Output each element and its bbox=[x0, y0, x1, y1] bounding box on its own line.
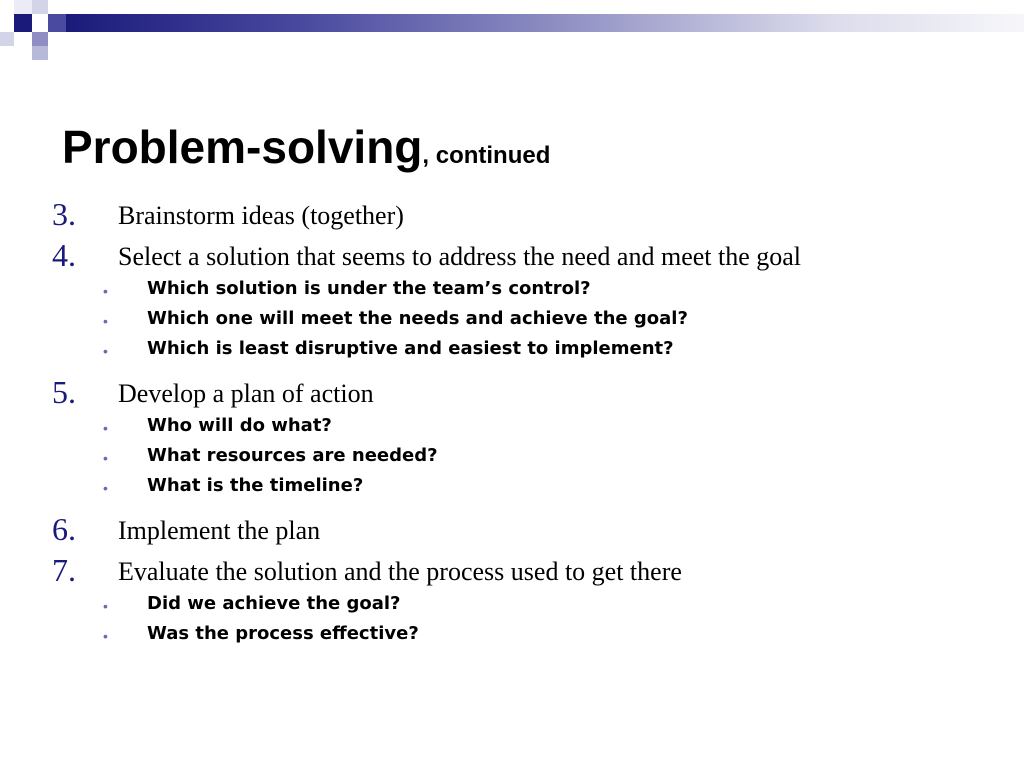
step-text: Develop a plan of action bbox=[118, 379, 374, 408]
bullet-dot-icon: • bbox=[103, 628, 108, 644]
decor-square bbox=[32, 0, 48, 14]
slide-title-sub: , continued bbox=[422, 142, 551, 169]
step-number: 5. bbox=[52, 374, 76, 410]
sub-bullet bbox=[0, 308, 1024, 338]
sub-bullet-text: Which is least disruptive and easiest to implement? bbox=[147, 338, 674, 359]
sub-bullet bbox=[0, 445, 1024, 475]
decor-square bbox=[32, 46, 48, 60]
sub-bullet bbox=[0, 415, 1024, 445]
numbered-step bbox=[0, 374, 1024, 415]
sub-bullet bbox=[0, 593, 1024, 623]
sub-bullet-text: Which solution is under the team’s control? bbox=[147, 278, 591, 299]
decor-square bbox=[14, 14, 32, 32]
sub-bullet-text: Who will do what? bbox=[147, 415, 332, 436]
sub-bullet bbox=[0, 623, 1024, 653]
step-text: Evaluate the solution and the process used to get there bbox=[118, 557, 682, 586]
slide-body bbox=[0, 196, 1024, 659]
step-number: 7. bbox=[52, 552, 76, 588]
bullet-dot-icon: • bbox=[103, 313, 108, 329]
bullet-dot-icon: • bbox=[103, 480, 108, 496]
sub-bullet-text: What resources are needed? bbox=[147, 445, 438, 466]
decor-square bbox=[48, 14, 66, 32]
sub-bullet-text: Which one will meet the needs and achieve the goal? bbox=[147, 308, 688, 329]
sub-bullet-text: Was the process effective? bbox=[147, 623, 419, 644]
numbered-step bbox=[0, 237, 1024, 278]
sub-bullet bbox=[0, 475, 1024, 505]
slide-title bbox=[62, 120, 550, 174]
bullet-dot-icon: • bbox=[103, 283, 108, 299]
sub-bullet bbox=[0, 338, 1024, 368]
sub-bullet bbox=[0, 278, 1024, 308]
bullet-dot-icon: • bbox=[103, 420, 108, 436]
decor-square bbox=[14, 0, 32, 14]
step-number: 6. bbox=[52, 511, 76, 547]
step-number: 3. bbox=[52, 196, 76, 232]
bullet-dot-icon: • bbox=[103, 343, 108, 359]
decor-square bbox=[32, 32, 48, 46]
step-text: Select a solution that seems to address the need and meet the goal bbox=[118, 242, 802, 271]
numbered-step bbox=[0, 552, 1024, 593]
spacer bbox=[0, 653, 1024, 659]
numbered-step bbox=[0, 196, 1024, 237]
header-gradient-bar bbox=[66, 14, 1024, 32]
sub-bullet-text: Did we achieve the goal? bbox=[147, 593, 401, 614]
decor-square bbox=[0, 32, 14, 46]
step-number: 4. bbox=[52, 237, 76, 273]
slide-title-main: Problem-solving bbox=[62, 121, 423, 173]
step-text: Brainstorm ideas (together) bbox=[118, 201, 404, 230]
bullet-dot-icon: • bbox=[103, 598, 108, 614]
step-text: Implement the plan bbox=[118, 516, 321, 545]
numbered-step bbox=[0, 511, 1024, 552]
sub-bullet-text: What is the timeline? bbox=[147, 475, 364, 496]
bullet-dot-icon: • bbox=[103, 450, 108, 466]
